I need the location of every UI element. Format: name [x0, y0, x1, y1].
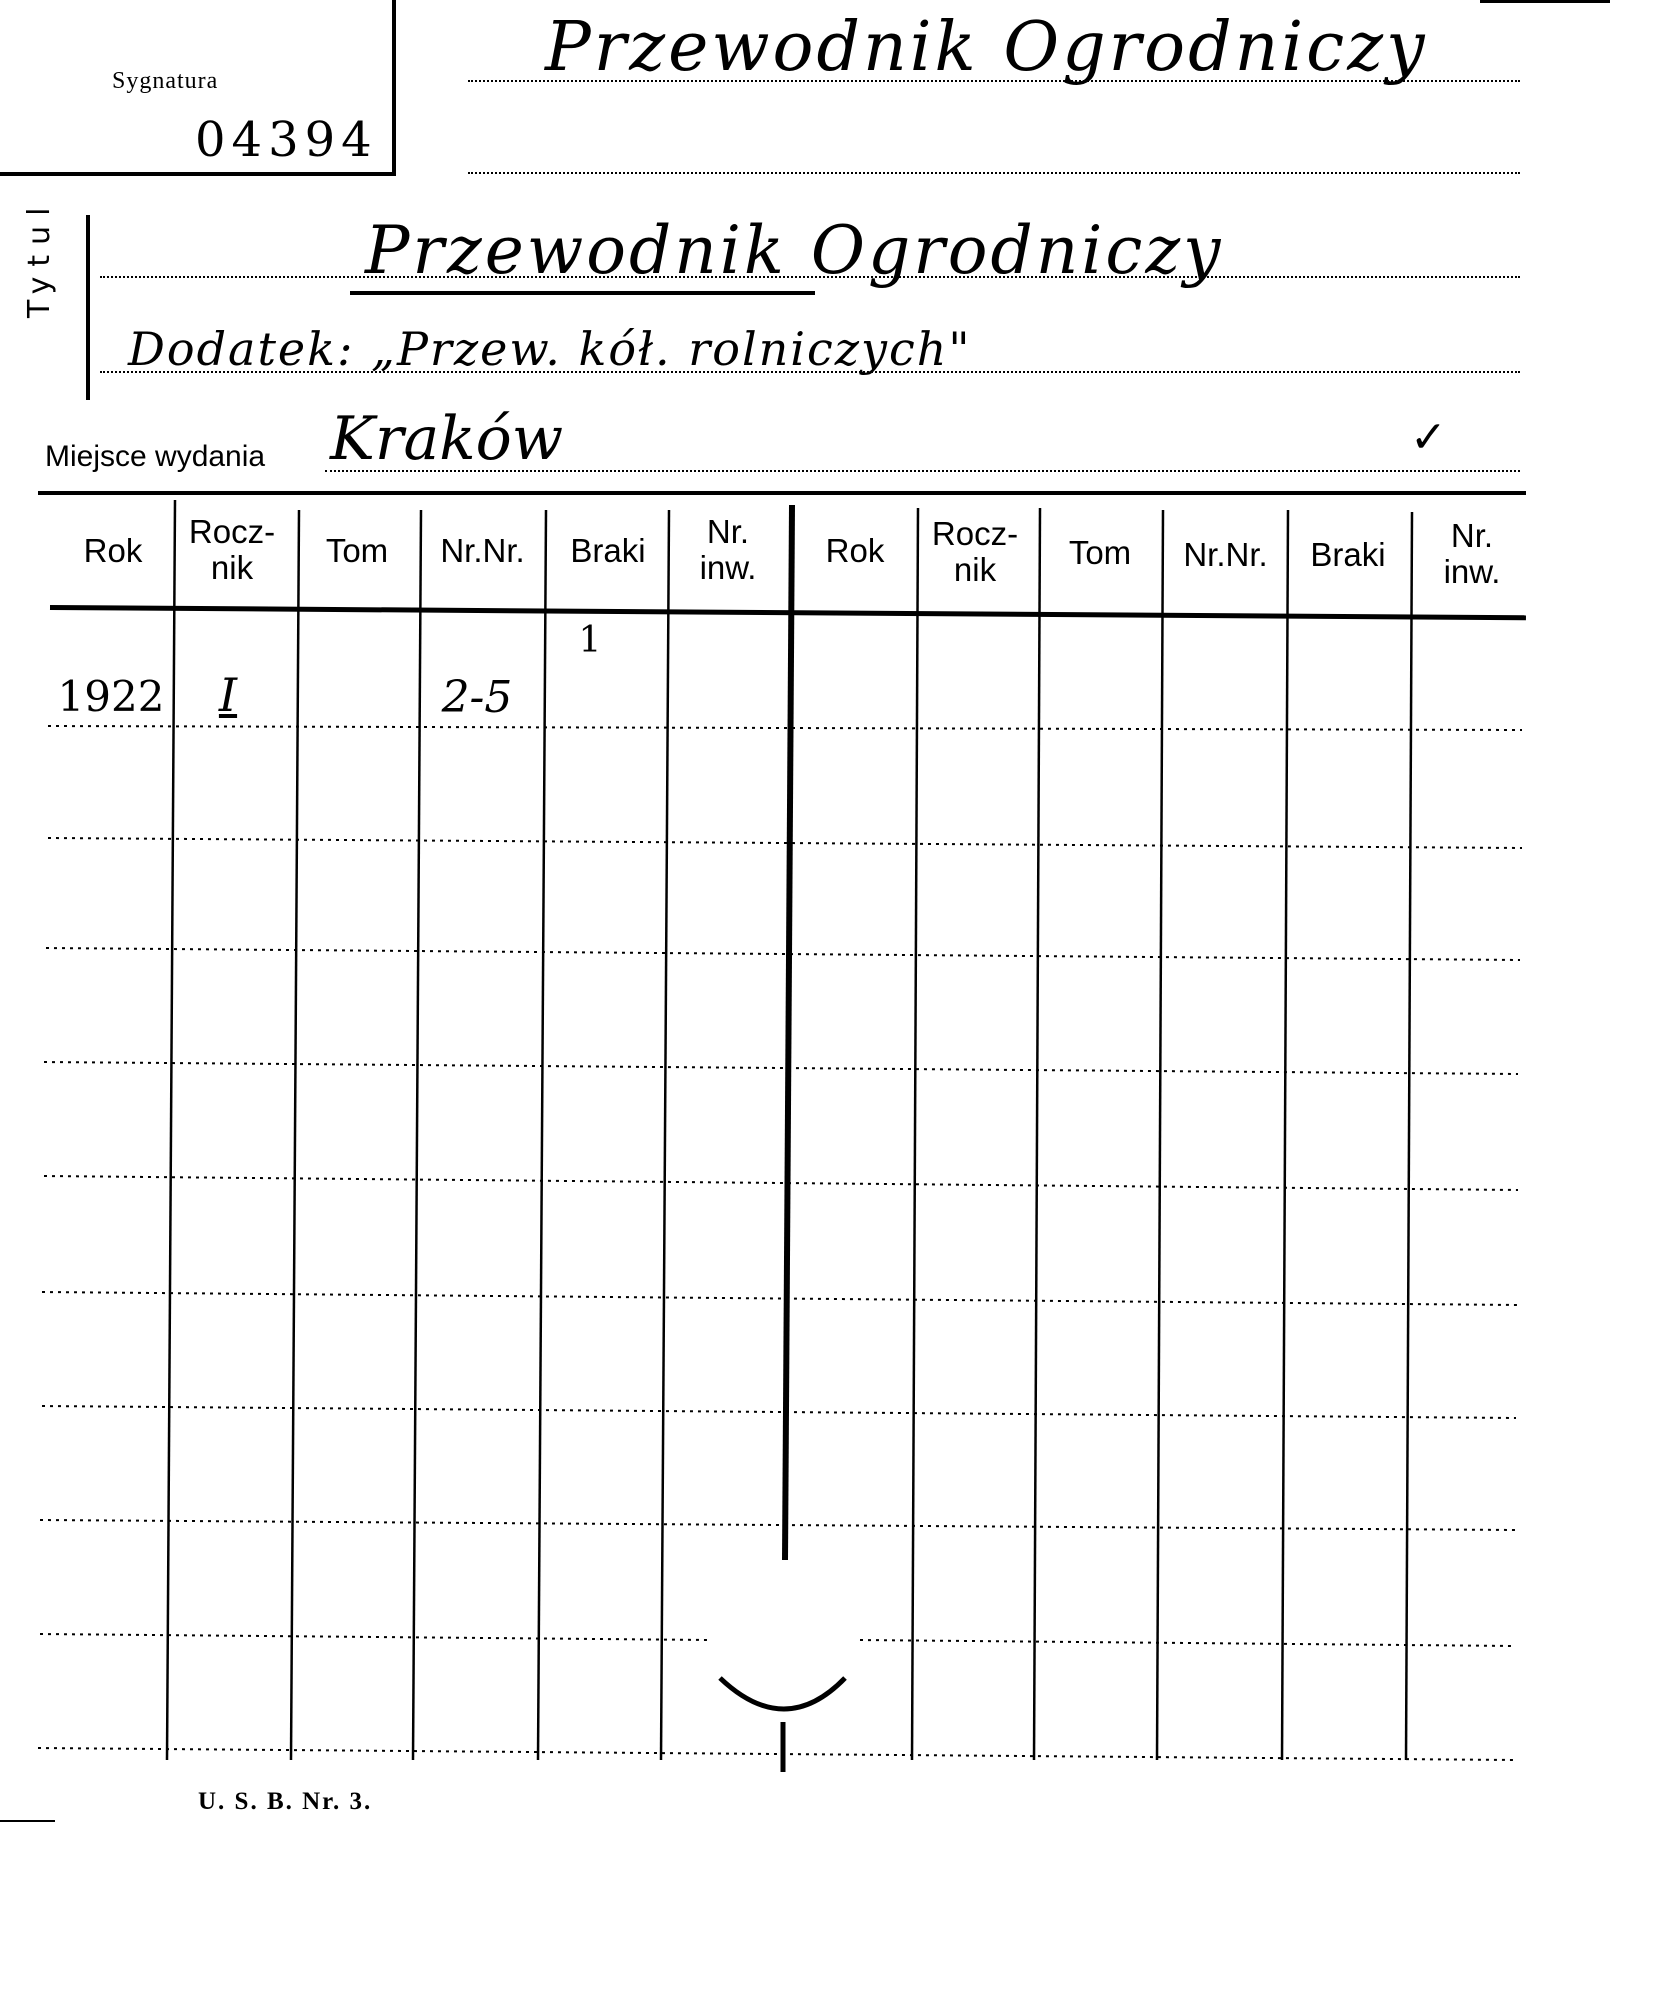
tytul-line2-text: Dodatek: „Przew. kół. rolniczych" [128, 322, 972, 376]
col-tom-2: Tom [1068, 534, 1132, 571]
col-rocznik-2: Rocz- nik [931, 515, 1019, 588]
cell-braki: 1 [578, 620, 602, 661]
col-braki-1: Braki [570, 532, 646, 569]
col-nrinw-2: Nr. inw. [1443, 517, 1501, 590]
sygnatura-label: Sygnatura [112, 68, 219, 94]
miejsce-value: Kraków [330, 404, 564, 474]
footer-text: U. S. B. Nr. 3. [198, 1788, 373, 1815]
col-braki-2: Braki [1310, 536, 1386, 573]
col-nrinw-1: Nr. inw. [699, 513, 757, 586]
col-rocznik-1: Rocz- nik [188, 513, 276, 586]
miejsce-label: Miejsce wydania [45, 440, 266, 473]
left-edge-mark [0, 1820, 55, 1822]
header-title-handwritten: Przewodnik Ogrodniczy [545, 8, 1428, 87]
col-rok-1: Rok [83, 532, 143, 569]
col-nrnr-1: Nr.Nr. [440, 532, 525, 569]
miejsce-check-mark: ✓ [1410, 413, 1447, 462]
col-rok-2: Rok [825, 532, 885, 569]
cell-rok: 1922 [57, 672, 165, 721]
tytul-label: Tytul [22, 197, 57, 318]
col-nrnr-2: Nr.Nr. [1183, 536, 1268, 573]
cell-rocznik: I [218, 668, 238, 722]
col-tom-1: Tom [325, 532, 389, 569]
cell-nrnr: 2-5 [441, 672, 513, 723]
sygnatura-number: 04394 [195, 112, 378, 168]
tytul-line1-text: Przewodnik Ogrodniczy [365, 212, 1224, 289]
